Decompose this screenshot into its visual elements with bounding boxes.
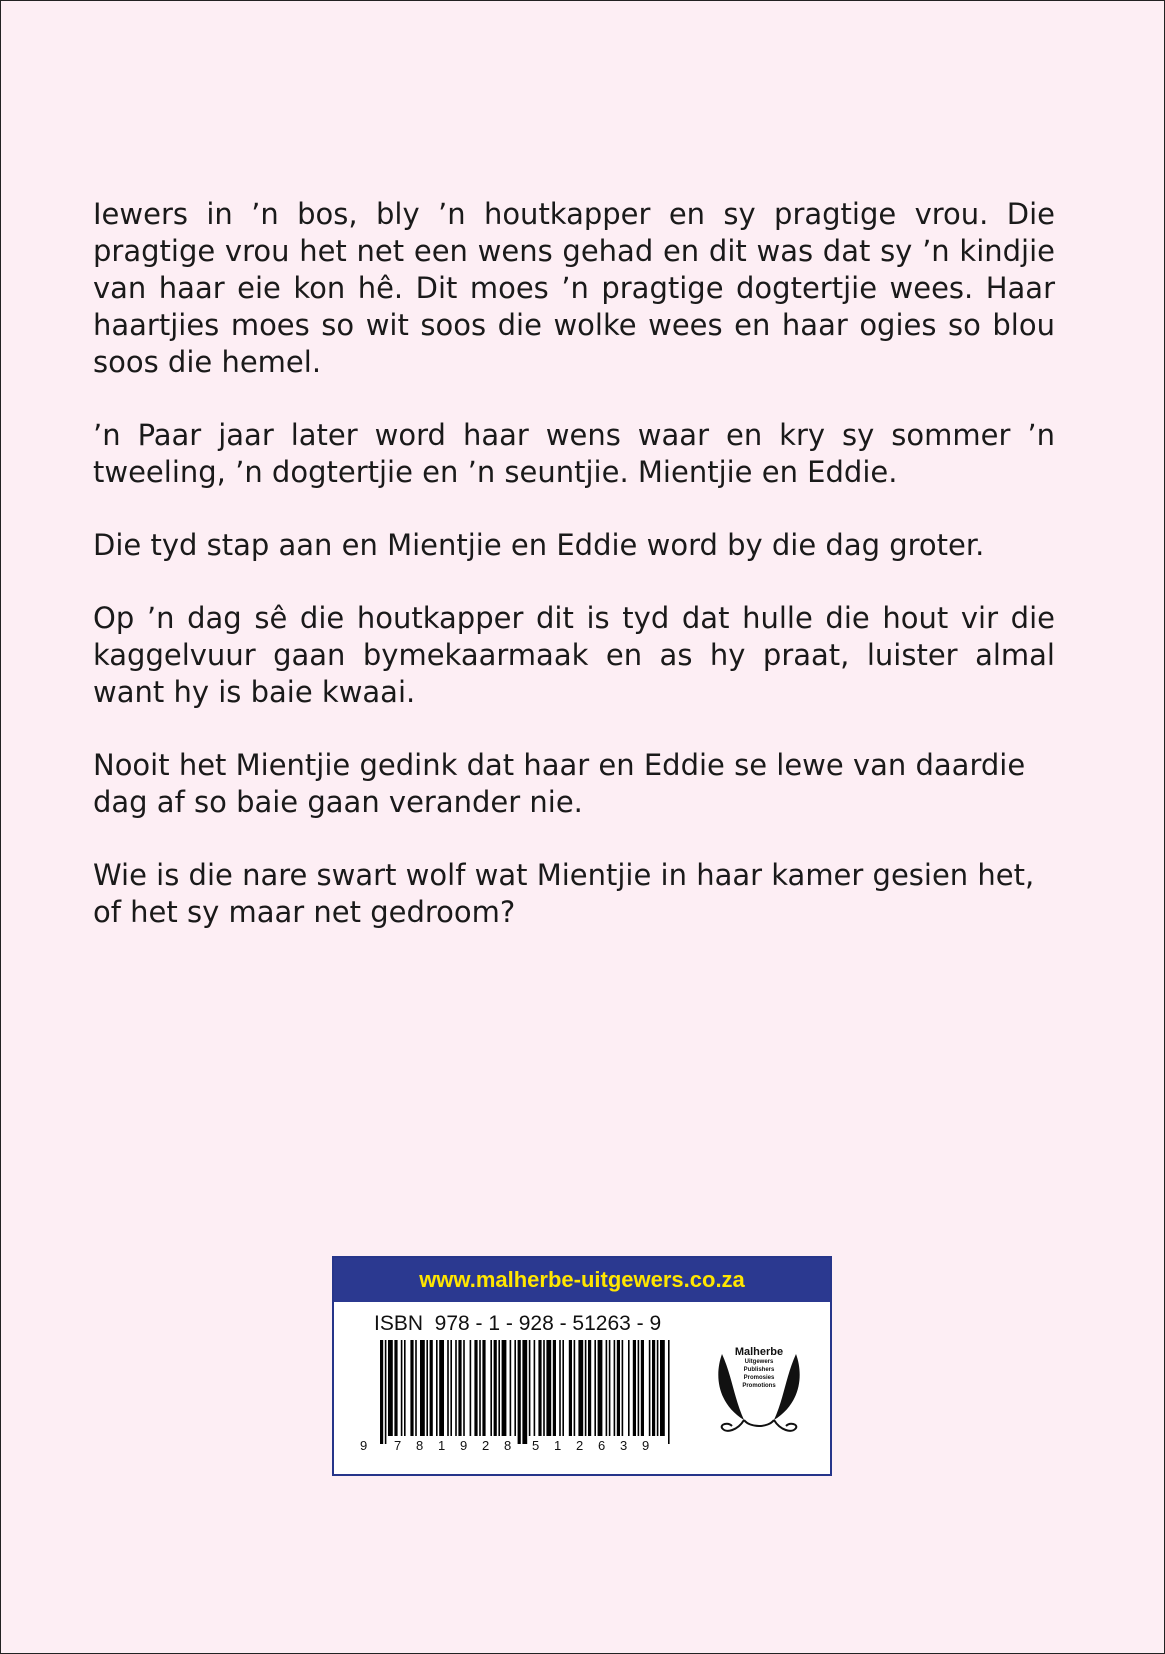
barcode-bar — [522, 1340, 527, 1444]
barcode-bar — [426, 1340, 428, 1436]
barcode-box — [332, 1256, 832, 1476]
barcode-bar — [450, 1340, 452, 1436]
barcode-bar — [606, 1340, 608, 1436]
barcode-bar — [415, 1340, 417, 1436]
barcode-bar — [514, 1340, 516, 1436]
back-cover-blurb — [93, 196, 1055, 967]
logo-title: Malherbe — [734, 1346, 784, 1358]
barcode-bar — [534, 1340, 536, 1436]
barcode-digit: 9 — [460, 1438, 468, 1452]
barcode-bar — [529, 1340, 531, 1436]
barcode-digit: 7 — [394, 1438, 402, 1452]
barcode-bar — [633, 1340, 636, 1436]
barcode-bar — [559, 1340, 561, 1436]
barcode-bar — [649, 1340, 651, 1436]
barcode-digit: 2 — [576, 1438, 584, 1452]
barcode-bar — [543, 1340, 545, 1436]
barcode-bar — [510, 1340, 512, 1436]
barcode-bar — [458, 1340, 461, 1436]
barcode-bar — [455, 1340, 457, 1436]
isbn-label: ISBN 978 - 1 - 928 - 51263 - 9 — [374, 1312, 662, 1335]
barcode-digit: 1 — [554, 1438, 562, 1452]
barcode-bar — [479, 1340, 481, 1436]
blurb-paragraph-4: Op ’n dag sê die houtkapper dit is tyd dat hulle die hout vir die kaggelvuur gaan bymekaarmaak en as hy praat, luister almal want hy is baie kwaai. — [93, 601, 1055, 709]
barcode-bar — [652, 1340, 655, 1436]
blurb-paragraph-6: Wie is die nare swart wolf wat Mientjie in haar kamer gesien het, of het sy maar net gedroom? — [93, 858, 1035, 929]
barcode-bar — [447, 1340, 449, 1436]
blurb-paragraph-1: Iewers in ’n bos, bly ’n houtkapper en sy pragtige vrou. Die pragtige vrou het net een wens gehad en dit was dat sy ’n kindjie van haar eie kon hê. Dit moes ’n pragtige dogtertjie wees. Haar haartjies moes so wit soos die wolke wees en haar ogies so blou soos die hemel. — [93, 197, 1055, 379]
barcode-bar — [628, 1340, 630, 1436]
barcode-digit: 2 — [482, 1438, 490, 1452]
barcode-bar — [498, 1340, 500, 1436]
barcode-bar — [594, 1340, 596, 1436]
publisher-logo — [704, 1346, 814, 1446]
barcode-bar — [585, 1340, 587, 1436]
quill-feathers-icon — [704, 1346, 814, 1446]
barcode-bar — [410, 1340, 413, 1436]
barcode-digit: 6 — [598, 1438, 606, 1452]
barcode-bar — [494, 1340, 497, 1436]
blurb-paragraph-3: Die tyd stap aan en Mientjie en Eddie word by die dag groter. — [93, 528, 985, 562]
barcode-bar — [388, 1340, 393, 1436]
barcode-digit: 1 — [438, 1438, 446, 1452]
barcode-bar — [463, 1340, 465, 1436]
barcode-bar — [622, 1340, 624, 1436]
barcode-bar — [638, 1340, 640, 1436]
website-bar — [334, 1258, 830, 1302]
barcode-bar — [538, 1340, 541, 1436]
logo-line-4: Promotions — [742, 1383, 776, 1389]
barcode-bar — [668, 1340, 670, 1444]
barcode-bar — [420, 1340, 425, 1436]
barcode-bar — [470, 1340, 472, 1436]
barcode-bar — [660, 1340, 665, 1436]
barcode-bar — [617, 1340, 620, 1436]
website-url[interactable]: www.malherbe-uitgewers.co.za — [419, 1267, 745, 1292]
logo-line-3: Promosies — [743, 1375, 775, 1381]
barcode-bar — [598, 1340, 603, 1436]
logo-line-1: Uitgewers — [744, 1359, 774, 1365]
barcode-bar — [569, 1340, 572, 1436]
barcode-bar — [562, 1340, 564, 1436]
barcode-bar — [439, 1340, 444, 1436]
barcode-bar — [380, 1340, 383, 1444]
barcode-digit: 9 — [360, 1438, 368, 1452]
logo-line-2: Publishers — [743, 1367, 775, 1373]
barcode-bar — [518, 1340, 521, 1444]
barcode-bar — [546, 1340, 551, 1436]
barcode-bar — [578, 1340, 583, 1436]
barcode-digit: 5 — [532, 1438, 540, 1452]
barcode-bar — [401, 1340, 403, 1436]
barcode-digit: 8 — [504, 1438, 512, 1452]
barcode-bar — [474, 1340, 477, 1436]
barcode-digit: 8 — [416, 1438, 424, 1452]
barcode-bar — [490, 1340, 492, 1436]
barcode — [354, 1340, 674, 1452]
barcode-bar — [385, 1340, 387, 1444]
barcode-digit: 9 — [642, 1438, 650, 1452]
barcode-bar — [436, 1340, 438, 1436]
barcode-bar — [609, 1340, 611, 1436]
barcode-bar — [502, 1340, 507, 1436]
barcode-bar — [657, 1340, 659, 1436]
barcode-bar — [641, 1340, 644, 1436]
blurb-paragraph-2: ’n Paar jaar later word haar wens waar en kry sy sommer ’n tweeling, ’n dogtertjie en ’n seuntjie. Mientjie en Eddie. — [93, 418, 1055, 489]
blurb-paragraph-5: Nooit het Mientjie gedink dat haar en Eddie se lewe van daardie dag af so baie gaan verander nie. — [93, 748, 1026, 819]
barcode-bar — [588, 1340, 591, 1436]
barcode-bar — [404, 1340, 406, 1436]
barcode-bar — [553, 1340, 556, 1436]
barcode-bar — [614, 1340, 616, 1436]
barcode-bar — [482, 1340, 485, 1436]
barcode-digit: 3 — [620, 1438, 628, 1452]
barcode-bar — [430, 1340, 433, 1436]
barcode-bar — [394, 1340, 397, 1436]
barcode-bar — [574, 1340, 576, 1436]
